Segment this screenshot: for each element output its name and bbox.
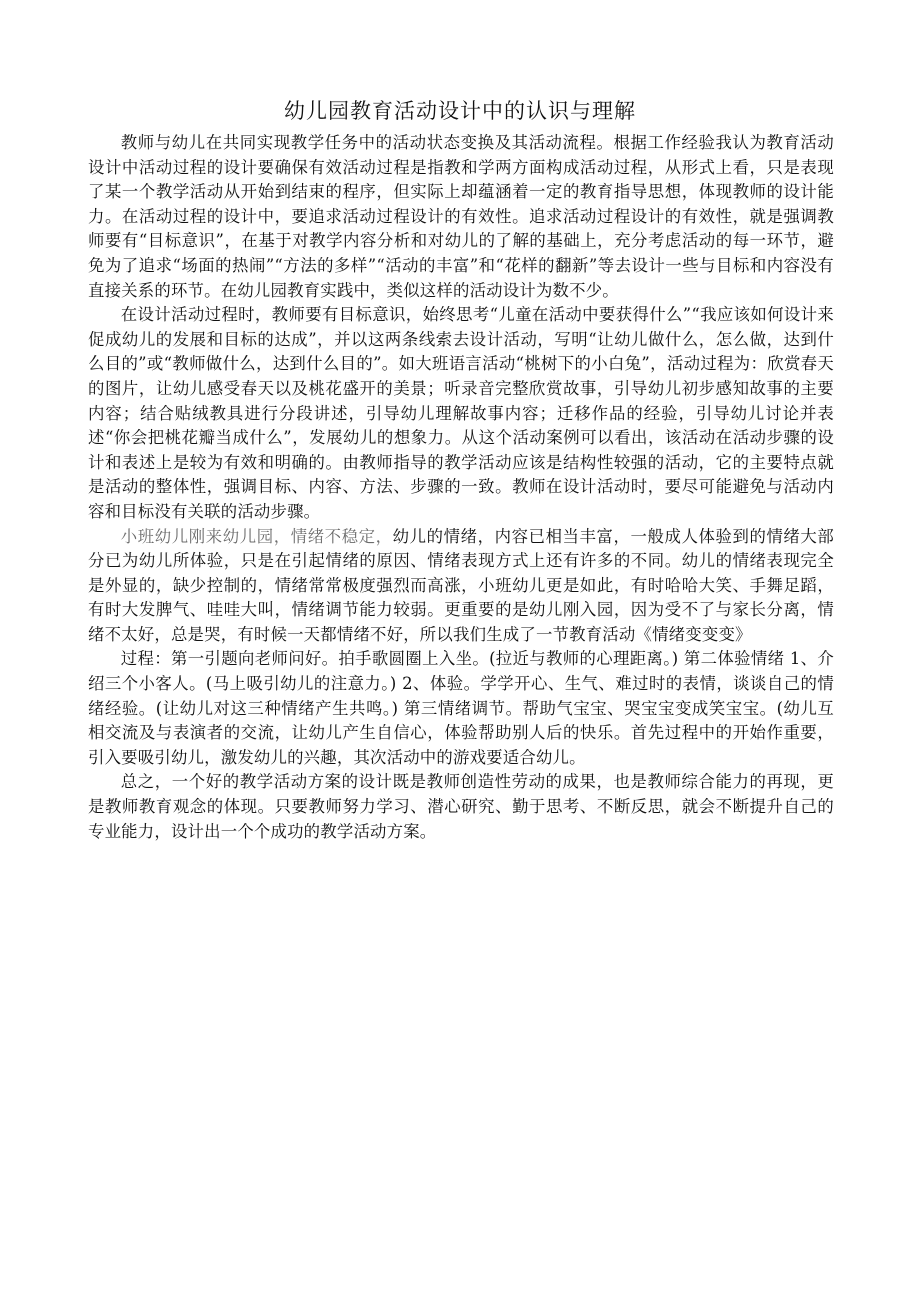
document-body bbox=[88, 131, 834, 844]
paragraph-3-lead: 小班幼儿刚来幼儿园，情绪不稳定， bbox=[120, 526, 393, 546]
paragraph-5: 总之，一个好的教学活动方案的设计既是教师创造性劳动的成果，也是教师综合能力的再现，更是教师教育观念的体现。只要教师努力学习、潜心研究、勤于思考、不断反思，就会不断提升自己的专业能力，设计出一个个成功的教学活动方案。 bbox=[88, 772, 834, 841]
document-title: 幼儿园教育活动设计中的认识与理解 bbox=[284, 99, 636, 123]
paragraph-3-rest: 幼儿的情绪，内容已相当丰富，一般成人体验到的情绪大部分已为幼儿所体验，只是在引起情绪的原因、情绪表现方式上还有许多的不同。幼儿的情绪表现完全是外显的，缺少控制的，情绪常常极度强烈而高涨，小班幼儿更是如此，有时哈哈大笑、手舞足蹈，有时大发脾气、哇哇大叫，情绪调节能力较弱。更重要的是幼儿刚入园，因为受不了与家长分离，情绪不太好，总是哭，有时候一天都情绪不好，所以我们生成了一节教育活动《情绪变变变》 bbox=[88, 526, 835, 644]
paragraph-1: 教师与幼儿在共同实现教学任务中的活动状态变换及其活动流程。根据工作经验我认为教育活动设计中活动过程的设计要确保有效活动过程是指教和学两方面构成活动过程，从形式上看，只是表现了某一个教学活动从开始到结束的程序，但实际上却蕴涵着一定的教育指导思想，体现教师的设计能力。在活动过程的设计中，要追求活动过程设计的有效性。追求活动过程设计的有效性，就是强调教师要有“目标意识”，在基于对教学内容分析和对幼儿的了解的基础上，充分考虑活动的每一环节，避免为了追求“场面的热闹”“方法的多样”“活动的丰富”和“花样的翻新”等去设计一些与目标和内容没有直接关系的环节。在幼儿园教育实践中，类似这样的活动设计为数不少。 bbox=[88, 133, 834, 300]
paragraph-4: 过程：第一引题向老师问好。拍手歌圆圈上入坐。(拉近与教师的心理距离。) 第二体验情绪 1、介绍三个小客人。(马上吸引幼儿的注意力。) 2、体验。学学开心、生气、难过时的表情，谈谈自己的情绪经验。(让幼儿对这三种情绪产生共鸣。) 第三情绪调节。帮助气宝宝、哭宝宝变成笑宝宝。(幼儿互相交流及与表演者的交流，让幼儿产生自信心，体验帮助别人后的快乐。首先过程中的开始作重要，引入要吸引幼儿，激发幼儿的兴趣，其次活动中的游戏要适合幼儿。 bbox=[88, 649, 834, 767]
paragraph-3 bbox=[88, 525, 834, 648]
paragraph-2: 在设计活动过程时，教师要有目标意识，始终思考“儿童在活动中要获得什么”“我应该如何设计来促成幼儿的发展和目标的达成”，并以这两条线索去设计活动，写明“让幼儿做什么，怎么做，达到什么目的”或“教师做什么，达到什么目的”。如大班语言活动“桃树下的小白兔”，活动过程为：欣赏春天的图片，让幼儿感受春天以及桃花盛开的美景；听录音完整欣赏故事，引导幼儿初步感知故事的主要内容；结合贴绒教具进行分段讲述，引导幼儿理解故事内容；迁移作品的经验，引导幼儿讨论并表述“你会把桃花瓣当成什么”，发展幼儿的想象力。从这个活动案例可以看出，该活动在活动步骤的设计和表述上是较为有效和明确的。由教师指导的教学活动应该是结构性较强的活动，它的主要特点就是活动的整体性，强调目标、内容、方法、步骤的一致。教师在设计活动时，要尽可能避免与活动内容和目标没有关联的活动步骤。 bbox=[88, 305, 834, 521]
